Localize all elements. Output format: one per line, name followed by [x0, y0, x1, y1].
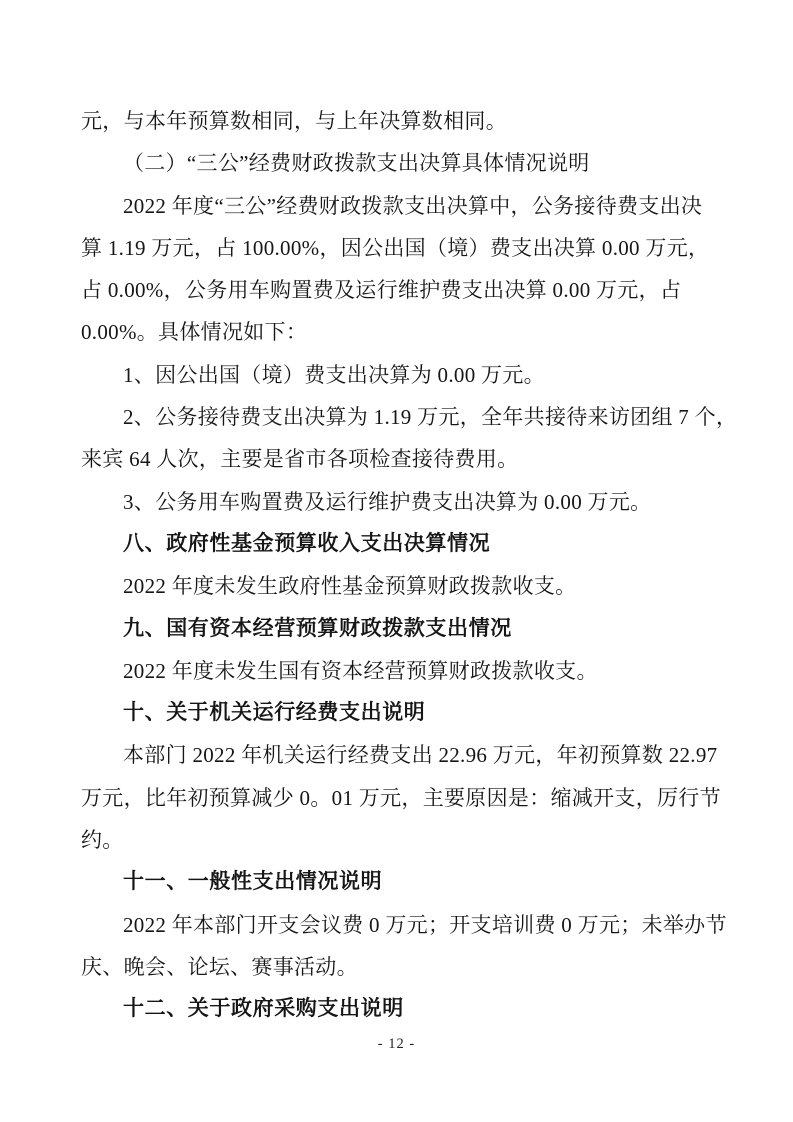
section-heading-11: 十一、一般性支出情况说明 [123, 870, 383, 894]
list-item-2: 2、公务接待费支出决算为 1.19 万元，全年共接待来访团组 7 个， [123, 405, 738, 430]
section-heading-10: 十、关于机关运行经费支出说明 [123, 701, 426, 725]
body-line: 庆、晚会、论坛、赛事活动。 [81, 954, 358, 979]
list-item-2-continuation: 来宾 64 人次，主要是省市各项检查接待费用。 [81, 447, 519, 472]
page-number: - 12 - [377, 1036, 416, 1052]
body-line: 约。 [81, 828, 124, 853]
list-item-1: 1、因公出国（境）费支出决算为 0.00 万元。 [123, 362, 545, 387]
body-line-continuation: 元，与本年预算数相同，与上年决算数相同。 [81, 109, 507, 133]
body-line: 万元，比年初预算减少 0。01 万元，主要原因是：缩减开支，厉行节 [81, 785, 721, 810]
subsection-title-line: （二）“三公”经费财政拨款支出决算具体情况说明 [123, 151, 590, 176]
document-body [81, 100, 738, 1031]
body-line: 占 0.00%，公务用车购置费及运行维护费支出决算 0.00 万元，占 [81, 278, 682, 303]
body-line: 本部门 2022 年机关运行经费支出 22.96 万元，年初预算数 22.97 [123, 743, 718, 768]
body-line: 算 1.19 万元，占 100.00%，因公出国（境）费支出决算 0.00 万元， [81, 235, 710, 260]
body-line: 2022 年度未发生政府性基金预算财政拨款收支。 [123, 574, 577, 599]
section-heading-9: 九、国有资本经营预算财政拨款支出情况 [123, 616, 512, 640]
body-line: 2022 年本部门开支会议费 0 万元；开支培训费 0 万元；未举办节 [123, 912, 727, 937]
section-heading-8: 八、政府性基金预算收入支出决算情况 [123, 531, 491, 555]
list-item-3: 3、公务用车购置费及运行维护费支出决算为 0.00 万元。 [123, 489, 652, 514]
body-line: 2022 年度未发生国有资本经营预算财政拨款收支。 [123, 658, 598, 683]
body-line: 0.00%。具体情况如下： [81, 320, 308, 345]
body-line: 2022 年度“三公”经费财政拨款支出决算中，公务接待费支出决 [123, 193, 703, 218]
page-footer [0, 1036, 793, 1053]
section-heading-12: 十二、关于政府采购支出说明 [123, 997, 404, 1021]
